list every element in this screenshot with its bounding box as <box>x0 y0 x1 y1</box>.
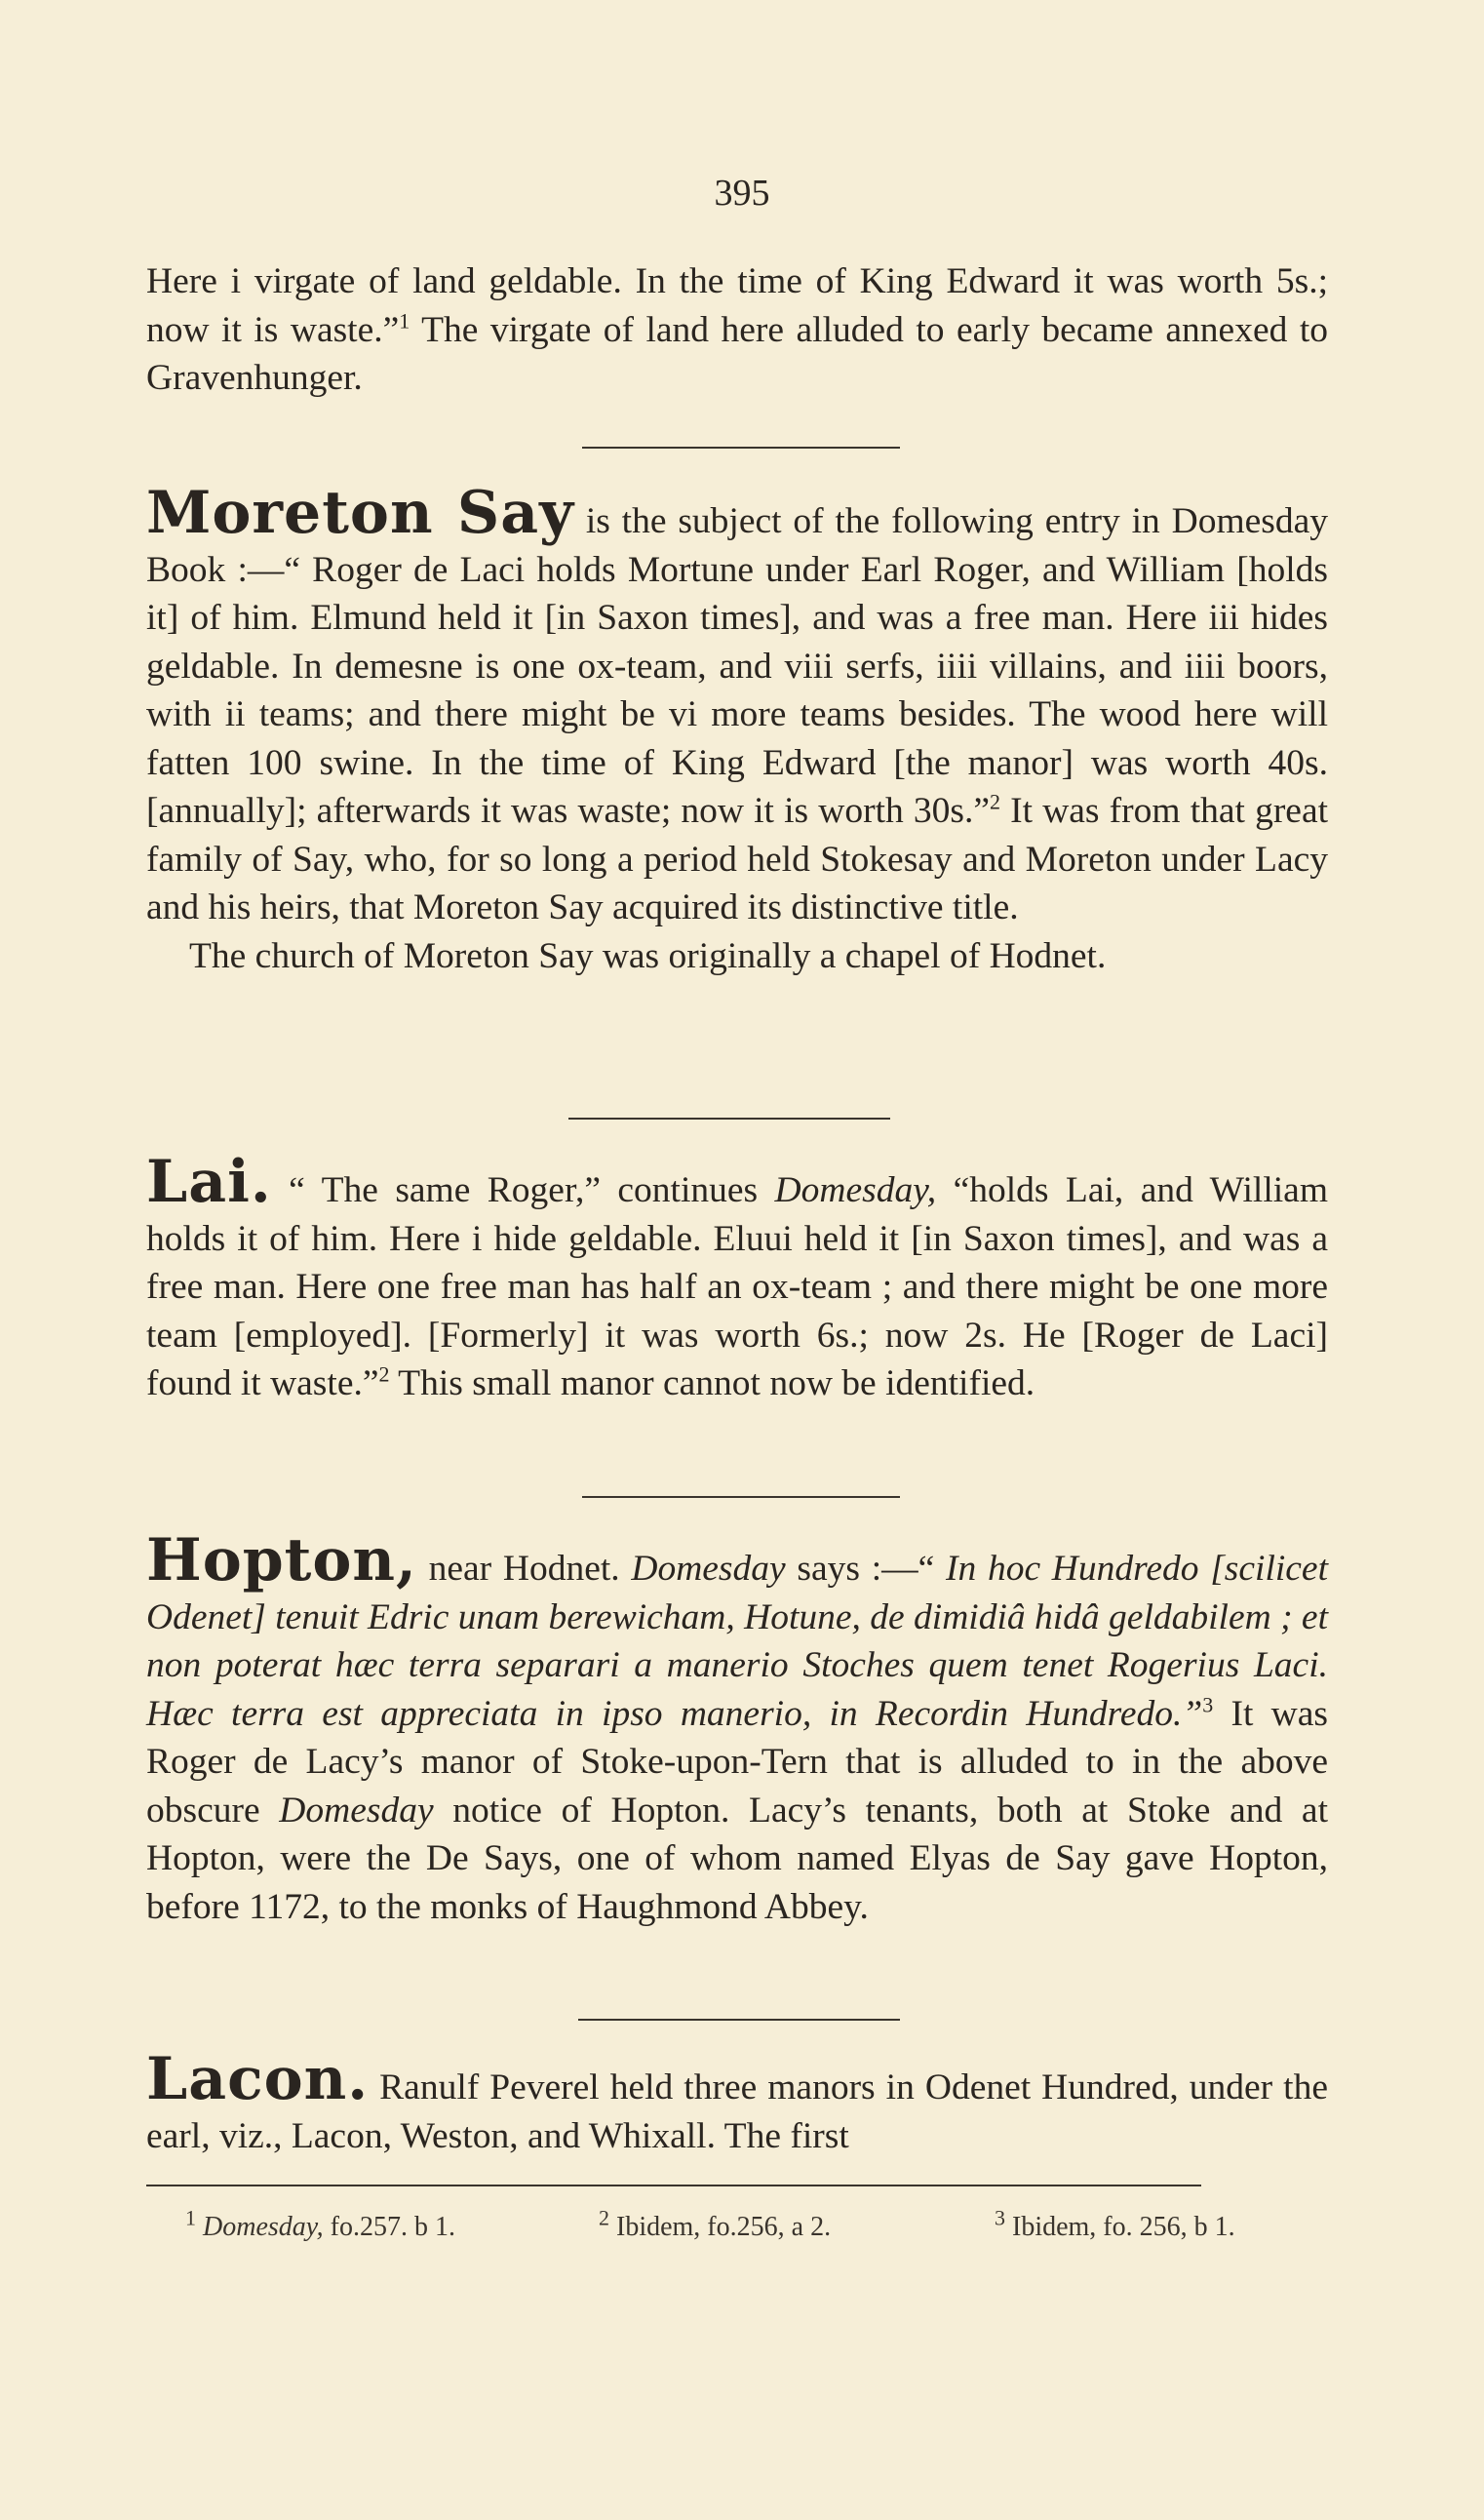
hopton-text-ital-2: Domesday <box>279 1790 434 1831</box>
page-number: 395 <box>714 173 770 214</box>
section-divider <box>582 1496 900 1498</box>
hopton-text-a: near Hodnet. <box>416 1549 632 1589</box>
hopton-text-c: It was Roger de Lacy’s manor of Stoke-upon-Tern that is alluded to in the above obscure <box>146 1693 1328 1831</box>
footnote-divider <box>146 2185 1201 2186</box>
intro-paragraph <box>146 257 1328 403</box>
section-lacon <box>146 2045 1328 2160</box>
moreton-text-b: It was from that great family of Say, who, for so long a period held Stokesay and Moreton under Lacy and his heirs, that Moreton Say acquired its distinctive title. <box>146 791 1329 927</box>
section-heading-moreton-say: Moreton Say <box>146 479 574 547</box>
moreton-paragraph-2: The church of Moreton Say was originally a chapel of Hodnet. <box>189 935 1107 976</box>
intro-text-a: Here i virgate of land geldable. In the time of King Edward it was worth 5s.; now it is waste.” <box>146 261 1328 350</box>
lai-text-ital: Domesday, <box>774 1170 937 1210</box>
section-heading-lai: Lai. <box>146 1148 272 1216</box>
hopton-text-d: notice of Hopton. Lacy’s tenants, both at Stoke and at Hopton, were the De Says, one of whom named Elyas de Say gave Hopton, before 1172, to the monks of Haughmond Abbey. <box>146 1790 1328 1927</box>
footnote-3: $^3$ Ibidem, fo. 256, b 1. <box>995 2205 1235 2242</box>
section-heading-lacon: Lacon. <box>146 2045 370 2113</box>
section-heading-hopton: Hopton, <box>146 1526 417 1595</box>
footnote-ref: 3 <box>1202 1692 1214 1716</box>
footnote-2: $^2$ Ibidem, fo.256, a 2. <box>599 2205 832 2242</box>
footnote-ref: 1 <box>399 308 410 333</box>
section-divider <box>578 2019 900 2021</box>
footnote-1: $^1$ Domesday, fo.257. b 1. <box>185 2205 455 2242</box>
section-hopton <box>146 1526 1328 1931</box>
footnote-ref: 2 <box>378 1361 390 1387</box>
footnote-ref: 2 <box>990 789 1001 814</box>
section-lai <box>146 1148 1328 1408</box>
moreton-text-a: is the subject of the following entry in Domesday Book :—“ Roger de Laci holds Mortune under Earl Roger, and William [holds it] of him. Elmund held it [in Saxon times], and was a free man. Here iii hides geldable. In demesne is one ox-team, and viii serfs, iiii villains, and iiii boors, with ii teams; and there might be vi more teams besides. The wood here will fatten 100 swine. In the time of King Edward [the manor] was worth 40s. [annually]; afterwards it was waste; now it is worth 30s.” <box>146 501 1328 831</box>
lacon-text: Ranulf Peverel held three manors in Odenet Hundred, under the earl, viz., Lacon, Weston, and Whixall. The first <box>146 2067 1328 2156</box>
hopton-text-b: says :—“ <box>785 1549 946 1589</box>
hopton-text-ital-1: Domesday <box>631 1549 786 1589</box>
hopton-latin-quote: In hoc Hundredo [scilicet Odenet] tenuit Edric unam berewicham, Hotune, de dimidiâ hidâ geldabilem ; et non poterat hæc terra separari a manerio Stoches quem tenet Rogerius Laci. Hæc terra est appreciata in ipso manerio, in Recordin Hundredo.” <box>146 1549 1328 1734</box>
section-divider <box>582 447 900 449</box>
lai-text-a: “ The same Roger,” continues <box>271 1170 775 1210</box>
lai-text-c: This small manor cannot now be identified. <box>389 1363 1035 1403</box>
intro-text-b: The virgate of land here alluded to early became annexed to Gravenhunger. <box>146 309 1328 398</box>
section-divider <box>568 1118 890 1120</box>
section-moreton-say <box>146 479 1329 980</box>
lai-text-b: “holds Lai, and William holds it of him. Here i hide geldable. Eluui held it [in Saxon times], and was a free man. Here one free man has half an ox-team ; and there might be one more team [employed]. [Formerly] it was worth 6s.; now 2s. He [Roger de Laci] found it waste.” <box>146 1170 1328 1403</box>
